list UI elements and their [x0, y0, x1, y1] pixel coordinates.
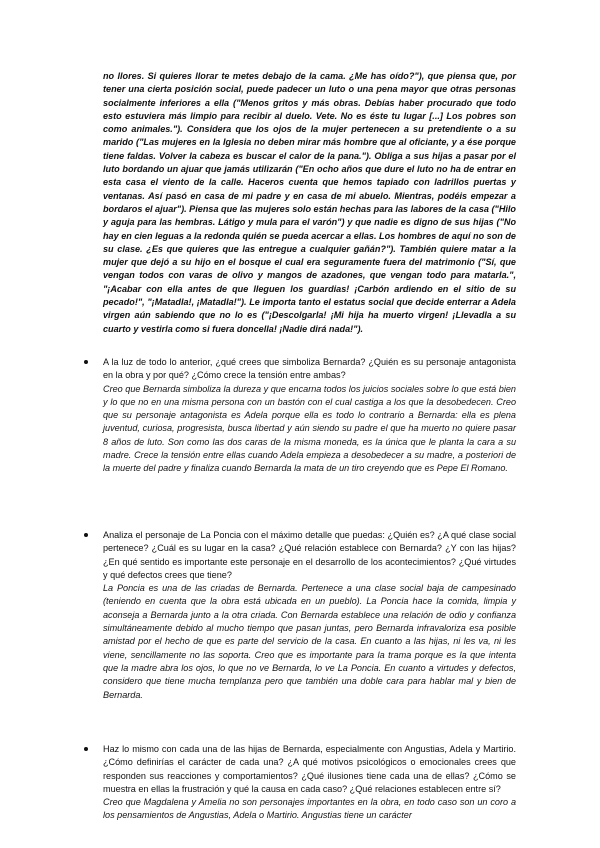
bullet-dot [84, 533, 88, 537]
continuation-paragraph [103, 70, 516, 336]
question-text: Haz lo mismo con cada una de las hijas de Bernarda, especialmente con Angustias, Adela y Martirio. ¿Cómo definirías el carácter de cada una? ¿A qué motivos psicológicos o emocionales crees que responden sus reacciones y comportamientos? ¿Qué ilusiones tiene cada una de ellas? ¿Cómo se muestra en ellas la frustración y qué la causa en cada caso? ¿Qué relaciones establecen entre sí? [103, 744, 516, 794]
continuation-text: no llores. Si quieres llorar te metes debajo de la cama. ¿Me has oído?"), que piensa que, por tener una cierta posición social, puede padecer un luto o una pena mayor que otras personas socialmente inferiores a ella ("Menos gritos y más obras. Debías haber procurado que todo esto estuviera más limpio para recibir al duelo. Vete. No es éste tu lugar [...] Los pobres son como animales."). Considera que los ojos de la mujer pertenecen a su pretendiente o a su marido ("Las mujeres en la Iglesia no deben mirar más hombre que al oficiante, y a ése porque tiene faldas. Volver la cabeza es buscar el calor de la pana."). Obliga a sus hijas a pasar por el luto bordando un ajuar que jamás utilizarán ("En ocho años que dure el luto no ha de entrar en esta casa el viento de la calle. Haceros cuenta que hemos tapiado con ladrillos puertas y ventanas. Así pasó en casa de mi padre y en casa de mi abuelo. Mientras, podéis empezar a bordaros el ajuar"). Piensa que las mujeres solo están hechas para las labores de la casa ("Hilo y aguja para las hembras. Látigo y mula para el varón") y que nadie es digno de sus hijas ("No hay en cien leguas a la redonda quién se pueda acercar a ellas. Los hombres de aquí no son de su clase. ¿Es que quieres que las entregue a cualquier gañán?"). También quiere matar a la mujer que dejó a su hijo en el bosque el cual era seguramente fuera del matrimonio ("Sí, que vengan todos con varas de olivo y mangos de azadones, que vengan todo para matarla.", "¡Acabar con ella antes de que lleguen los guardias! ¡Carbón ardiendo en el sitio de su pecado!", "¡Matadla!, ¡Matadla!"). Le importa tanto el estatus social que decide enterrar a Adela virgen aún sabiendo que no lo es ("¡Descolgarla! ¡Mi hija ha muerto virgen! ¡Llevadla a su cuarto y vestirla como si fuera doncella! ¡Nadie dirá nada!"). [103, 71, 516, 334]
answer-text: Creo que Magdalena y Amelia no son personajes importantes en la obra, en todo caso son un coro a los pensamientos de Angustias, Adela o Martirio. Angustias tiene un carácter [103, 797, 516, 821]
bullet-item-2 [84, 529, 516, 702]
bullet-item-3 [84, 743, 516, 823]
bullet-item-1 [84, 356, 516, 476]
bullet-body [103, 529, 516, 702]
bullet-body [103, 356, 516, 476]
answer-text: La Poncia es una de las criadas de Bernarda. Pertenece a una clase social baja de campesinado (teniendo en cuenta que la obra está ubicada en un pueblo). La Poncia hace la comida, limpia y aconseja a Bernarda junto a la otra criada. Con Bernarda establece una relación de odio y confianza simultáneamente debido al mucho tiempo que pasan juntas, pero Bernarda infravaloriza esa posible amistad por el hecho de que es parte del servicio de la casa. En cuanto a las hijas, ni les va, ni les viene, sencillamente no las soporta. Creo que es importante para la trama porque es la que intenta que la madre abra los ojos, lo que no ve Bernarda, lo ve La Poncia. En cuanto a virtudes y defectos, considero que tiene mucha templanza pero que también una doble cara para hablar mal y bien de Bernarda. [103, 583, 516, 700]
bullet-dot [84, 747, 88, 751]
question-text: Analiza el personaje de La Poncia con el máximo detalle que puedas: ¿Quién es? ¿A qué clase social pertenece? ¿Cuál es su lugar en la casa? ¿Qué relación establece con Bernarda? ¿Y con las hijas? ¿En qué sentido es importante este personaje en el desarrollo de los acontecimientos? ¿Qué virtudes y qué defectos crees que tiene? [103, 530, 516, 580]
bullet-body [103, 743, 516, 823]
bullet-dot [84, 360, 88, 364]
question-text: A la luz de todo lo anterior, ¿qué crees que simboliza Bernarda? ¿Quién es su personaje antagonista en la obra y por qué? ¿Cómo crece la tensión entre ambas? [103, 357, 516, 381]
answer-text: Creo que Bernarda simboliza la dureza y que encarna todos los juicios sociales sobre lo que está bien y lo que no en una misma persona con un bastón con el cual castiga a los que la desobedecen. Creo que su personaje antagonista es Adela porque ella es todo lo contrario a Bernarda: ella es plena juventud, curiosa, progresista, busca libertad y aún siendo su padre el que ha muerto no quiere pasar 8 años de luto. Son como las dos caras de la misma moneda, es la única que le planta la cara a su madre. Crece la tensión entre ellas cuando Adela empieza a desobedecer a su madre, a posteriori de la muerte del padre y finaliza cuando Bernarda la mata de un tiro creyendo que es Pepe El Romano. [103, 383, 516, 474]
